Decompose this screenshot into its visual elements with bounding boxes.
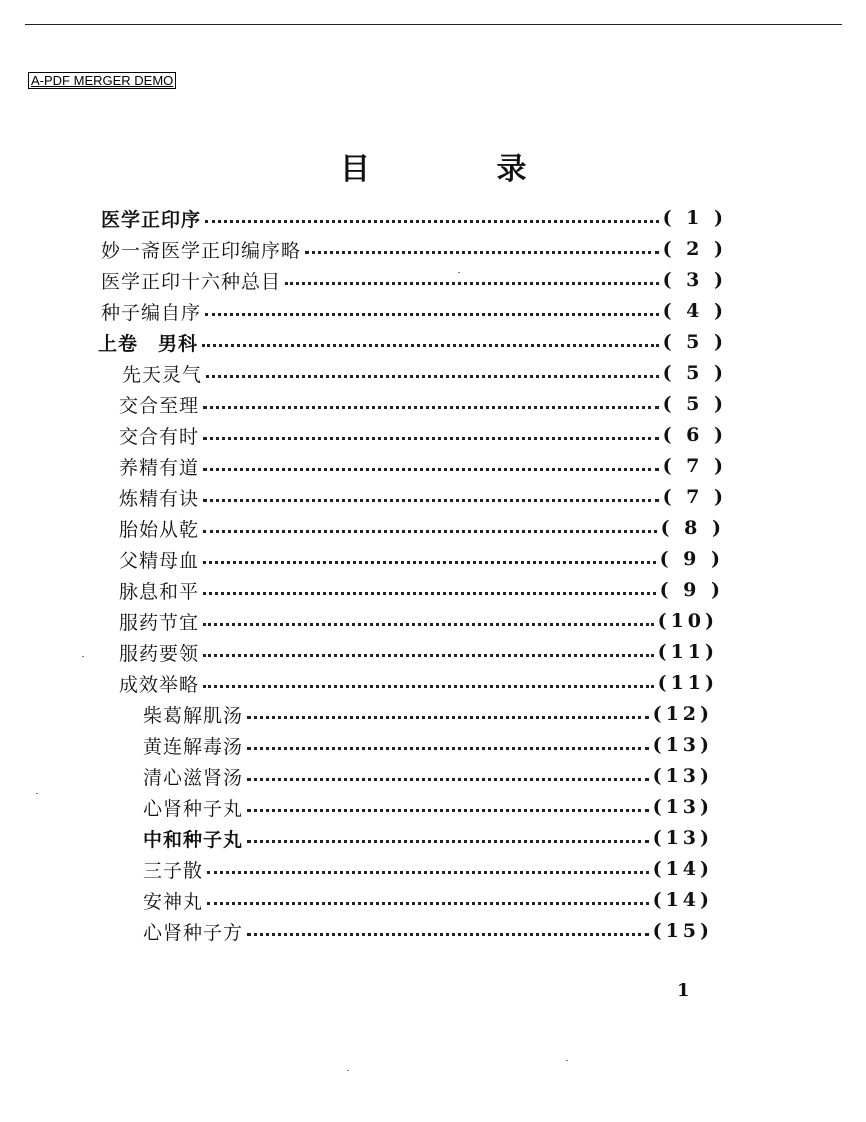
toc-entry-page: (11) [657, 641, 718, 663]
toc-entry-label: 上卷 男科 [98, 332, 199, 355]
toc-entry-page: ( 5 ) [662, 393, 727, 415]
scan-speck [36, 793, 38, 794]
toc-entry-label: 服药要领 [119, 642, 200, 665]
dot-leader [203, 623, 654, 626]
toc-entry-page: (11) [657, 672, 718, 694]
toc-entry-page: (13) [652, 734, 713, 756]
toc-entry-label: 先天灵气 [122, 363, 203, 386]
toc-entry[interactable] [143, 730, 713, 760]
toc-entry[interactable] [143, 761, 713, 791]
toc-entry-label: 交合至理 [119, 394, 200, 417]
toc-entry-page: (12) [652, 703, 713, 725]
scan-speck [347, 1070, 349, 1071]
dot-leader [247, 933, 649, 936]
page-number: 1 [677, 980, 690, 1001]
dot-leader [203, 499, 659, 502]
page-title: 目 录 [340, 152, 585, 187]
toc-entry[interactable] [119, 482, 727, 512]
scan-speck [458, 272, 460, 273]
dot-leader [203, 437, 659, 440]
toc-entry[interactable] [143, 916, 713, 946]
toc-entry[interactable] [98, 327, 727, 357]
dot-leader [203, 685, 654, 688]
toc-entry-page: ( 7 ) [662, 455, 727, 477]
toc-entry[interactable] [119, 637, 718, 667]
toc-entry-page: (13) [652, 796, 713, 818]
toc-entry-label: 柴葛解肌汤 [143, 704, 244, 727]
toc-entry-label: 医学正印序 [101, 208, 202, 231]
toc-entry[interactable] [143, 699, 713, 729]
toc-entry-page: ( 8 ) [660, 517, 725, 539]
dot-leader [247, 778, 649, 781]
toc-entry[interactable] [122, 358, 727, 388]
dot-leader [247, 809, 649, 812]
dot-leader [202, 344, 659, 347]
scan-speck [82, 656, 84, 657]
toc-entry-label: 黄连解毒汤 [143, 735, 244, 758]
toc-entry-label: 交合有时 [119, 425, 200, 448]
toc-entry-label: 医学正印十六种总目 [101, 270, 282, 293]
dot-leader [203, 654, 654, 657]
toc-entry-label: 清心滋肾汤 [143, 766, 244, 789]
toc-entry[interactable] [143, 885, 713, 915]
toc-entry-page: (14) [652, 889, 713, 911]
toc-entry-page: (10) [657, 610, 718, 632]
watermark-label: A-PDF MERGER DEMO [28, 72, 176, 89]
toc-entry-label: 中和种子丸 [143, 828, 244, 851]
toc-entry[interactable] [119, 668, 718, 698]
toc-entry[interactable] [101, 265, 727, 295]
toc-entry[interactable] [119, 544, 724, 574]
dot-leader [205, 313, 659, 316]
dot-leader [205, 220, 659, 223]
dot-leader [203, 592, 656, 595]
toc-entry[interactable] [119, 513, 725, 543]
toc-entry-page: ( 4 ) [662, 300, 727, 322]
toc-entry-page: ( 9 ) [659, 548, 724, 570]
toc-entry-label: 脉息和平 [119, 580, 200, 603]
toc-entry[interactable] [143, 854, 713, 884]
toc-entry[interactable] [119, 420, 727, 450]
dot-leader [203, 468, 659, 471]
toc-entry-page: ( 1 ) [662, 207, 727, 229]
dot-leader [247, 716, 649, 719]
toc-entry[interactable] [101, 296, 727, 326]
toc-entry-page: ( 2 ) [662, 238, 727, 260]
toc-entry[interactable] [119, 606, 718, 636]
toc-entry[interactable] [101, 234, 727, 264]
toc-entry-label: 安神丸 [143, 890, 204, 913]
toc-entry[interactable] [119, 451, 727, 481]
toc-entry-label: 心肾种子方 [143, 921, 244, 944]
toc-entry-page: (15) [652, 920, 713, 942]
dot-leader [203, 561, 656, 564]
toc-entry[interactable] [119, 389, 727, 419]
dot-leader [207, 902, 649, 905]
dot-leader [305, 251, 659, 254]
toc-entry-page: (13) [652, 765, 713, 787]
toc-entry[interactable] [143, 823, 713, 853]
scan-speck [566, 1060, 568, 1061]
toc-entry-page: ( 5 ) [662, 331, 727, 353]
toc-entry[interactable] [143, 792, 713, 822]
toc-entry-page: ( 7 ) [662, 486, 727, 508]
toc-entry-label: 成效举略 [119, 673, 200, 696]
toc-entry-label: 种子编自序 [101, 301, 202, 324]
toc-entry-label: 养精有道 [119, 456, 200, 479]
toc-entry-label: 服药节宜 [119, 611, 200, 634]
dot-leader [247, 840, 649, 843]
top-rule [25, 24, 842, 25]
toc-entry-label: 胎始从乾 [119, 518, 200, 541]
dot-leader [203, 530, 657, 533]
toc-entry-page: ( 9 ) [659, 579, 724, 601]
toc-entry-label: 心肾种子丸 [143, 797, 244, 820]
toc-entry-page: (13) [652, 827, 713, 849]
toc-entry-page: (14) [652, 858, 713, 880]
dot-leader [203, 406, 659, 409]
toc-entry-page: ( 6 ) [662, 424, 727, 446]
toc-entry[interactable] [101, 203, 727, 233]
toc-entry-label: 三子散 [143, 859, 204, 882]
toc-entry-page: ( 5 ) [662, 362, 727, 384]
toc-entry[interactable] [119, 575, 724, 605]
dot-leader [247, 747, 649, 750]
toc-entry-label: 妙一斋医学正印编序略 [101, 239, 302, 262]
toc-entry-page: ( 3 ) [662, 269, 727, 291]
toc-entry-label: 父精母血 [119, 549, 200, 572]
dot-leader [285, 282, 659, 285]
dot-leader [206, 375, 659, 378]
toc-entry-label: 炼精有诀 [119, 487, 200, 510]
dot-leader [207, 871, 649, 874]
